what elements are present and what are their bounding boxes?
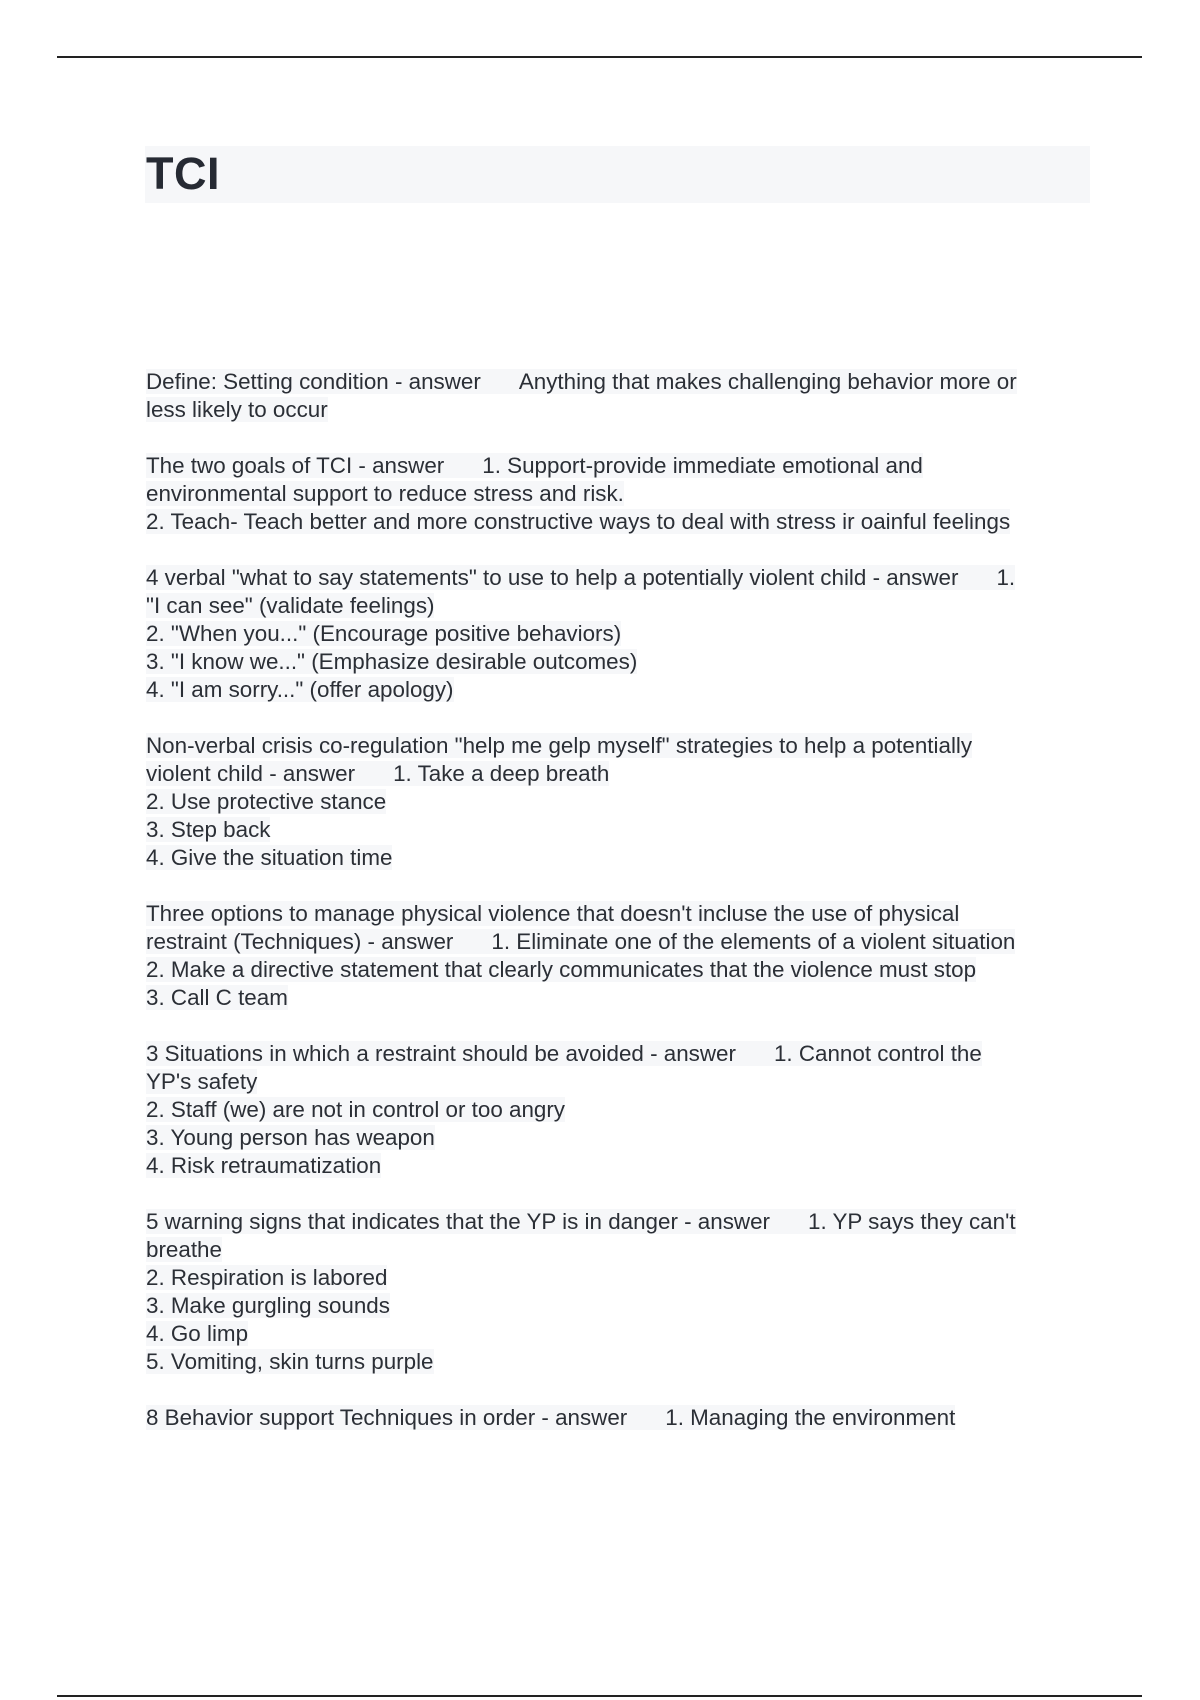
answer-line: 2. Respiration is labored xyxy=(146,1265,388,1290)
answer-line: less likely to occur xyxy=(146,397,328,422)
answer-line: 3. Step back xyxy=(146,817,271,842)
question-text: 5 warning signs that indicates that the YP is in danger - answer xyxy=(146,1209,770,1234)
answer-line: 4. "I am sorry..." (offer apology) xyxy=(146,677,454,702)
answer-line: 3. Call C team xyxy=(146,985,288,1010)
answer-line: 4. Go limp xyxy=(146,1321,249,1346)
answer-line: 2. Make a directive statement that clearly communicates that the violence must stop xyxy=(146,957,977,982)
answer-text: 1. Take a deep breath xyxy=(393,761,610,786)
question-text: restraint (Techniques) - answer xyxy=(146,929,454,954)
answer-line: 2. Staff (we) are not in control or too angry xyxy=(146,1097,566,1122)
answer-line: 3. Young person has weapon xyxy=(146,1125,435,1150)
document-body xyxy=(146,368,1096,1460)
answer-line: breathe xyxy=(146,1237,222,1262)
answer-line: 3. Make gurgling sounds xyxy=(146,1293,390,1318)
answer-text: 1. xyxy=(996,565,1016,590)
answer-line: "I can see" (validate feelings) xyxy=(146,593,435,618)
title-highlight xyxy=(145,146,1090,203)
answer-text: 1. Managing the environment xyxy=(665,1405,956,1430)
qa-item xyxy=(146,1040,1096,1180)
document-title: TCI xyxy=(146,148,220,199)
answer-text: 1. Cannot control the xyxy=(773,1041,982,1066)
answer-line: 2. Use protective stance xyxy=(146,789,387,814)
qa-item xyxy=(146,564,1096,704)
answer-line: 4. Risk retraumatization xyxy=(146,1153,382,1178)
question-text: violent child - answer xyxy=(146,761,356,786)
question-text: 3 Situations in which a restraint should be avoided - answer xyxy=(146,1041,736,1066)
answer-text: 1. Eliminate one of the elements of a violent situation xyxy=(491,929,1016,954)
question-text: The two goals of TCI - answer xyxy=(146,453,445,478)
answer-line: 4. Give the situation time xyxy=(146,845,393,870)
question-text: Non-verbal crisis co-regulation "help me gelp myself" strategies to help a potentially xyxy=(146,733,973,758)
qa-item xyxy=(146,368,1096,424)
answer-line: 3. "I know we..." (Emphasize desirable outcomes) xyxy=(146,649,638,674)
answer-line: YP's safety xyxy=(146,1069,258,1094)
question-text: Define: Setting condition - answer xyxy=(146,369,481,394)
answer-line: 2. "When you..." (Encourage positive behaviors) xyxy=(146,621,622,646)
answer-text: 1. Support-provide immediate emotional and xyxy=(482,453,923,478)
answer-line: environmental support to reduce stress and risk. xyxy=(146,481,624,506)
qa-item xyxy=(146,1404,1096,1432)
qa-item xyxy=(146,900,1096,1012)
question-text: 4 verbal "what to say statements" to use to help a potentially violent child - answer xyxy=(146,565,959,590)
qa-item xyxy=(146,732,1096,872)
answer-text: Anything that makes challenging behavior more or xyxy=(518,369,1017,394)
qa-item xyxy=(146,452,1096,536)
answer-line: 2. Teach- Teach better and more constructive ways to deal with stress ir oainful feelings xyxy=(146,509,1011,534)
answer-text: 1. YP says they can't xyxy=(808,1209,1016,1234)
qa-item xyxy=(146,1208,1096,1376)
answer-line: 5. Vomiting, skin turns purple xyxy=(146,1349,434,1374)
top-rule xyxy=(57,56,1142,58)
bottom-rule xyxy=(57,1695,1142,1697)
question-text: Three options to manage physical violence that doesn't incluse the use of physical xyxy=(146,901,960,926)
question-text: 8 Behavior support Techniques in order - answer xyxy=(146,1405,628,1430)
